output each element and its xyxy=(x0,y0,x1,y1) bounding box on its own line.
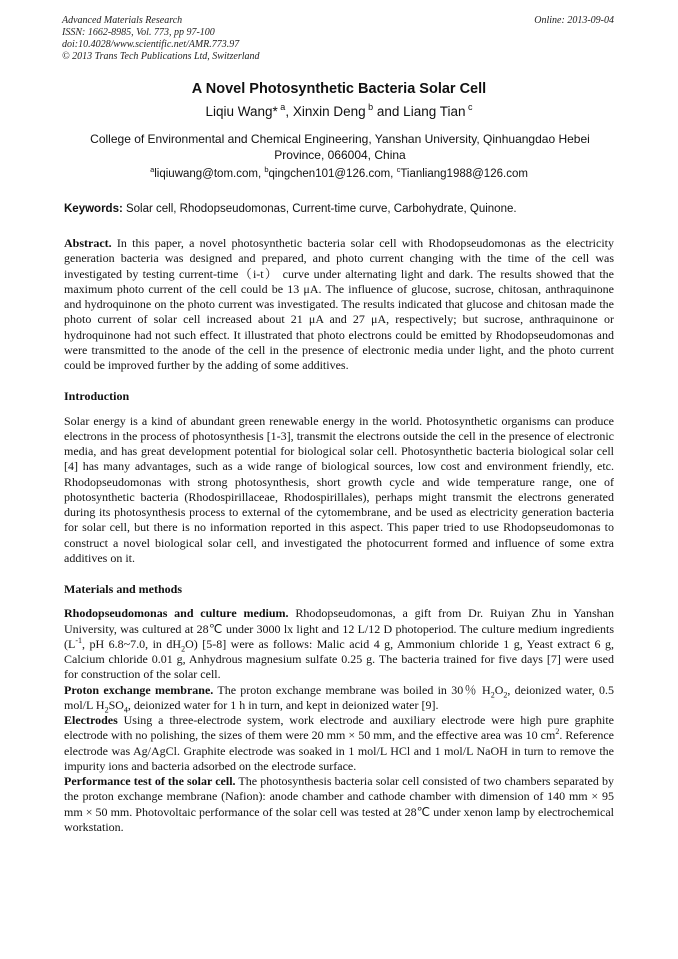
journal-name: Advanced Materials Research xyxy=(62,15,183,26)
author-1-sup: a xyxy=(280,102,286,112)
abstract-label: Abstract. xyxy=(64,236,112,250)
culture-sub: 2 xyxy=(181,644,186,654)
keywords-label: Keywords: xyxy=(64,203,123,215)
email-b-sup: b xyxy=(264,165,269,174)
electrodes-sup: 2 xyxy=(555,727,560,737)
abstract xyxy=(64,236,614,373)
author-2: , Xinxin Deng xyxy=(285,104,366,119)
culture-lead: Rhodopseudomonas and culture medium. xyxy=(64,606,289,621)
email-b: qingchen101@126.com, xyxy=(268,168,397,180)
author-3-sup: c xyxy=(468,102,473,112)
membrane-text-c: , deionized water, 0.5 mol/L H xyxy=(64,682,614,712)
membrane-sub-3: 2 xyxy=(104,705,109,715)
keywords-text: Solar cell, Rhodopseudomonas, Current-time curve, Carbohydrate, Quinone. xyxy=(122,203,517,215)
introduction-heading: Introduction xyxy=(64,389,130,404)
membrane-lead: Proton exchange membrane. xyxy=(64,682,214,697)
membrane-text-b: O xyxy=(494,682,504,697)
copyright-line: © 2013 Trans Tech Publications Ltd, Switzerland xyxy=(62,51,260,62)
author-2-sup: b xyxy=(368,102,374,112)
membrane-sub-1: 2 xyxy=(490,689,495,699)
abstract-text: In this paper, a novel photosynthetic bacteria solar cell with Rhodopseudomonas as the electricity generation bacteria was designed and prepared, and photo current changing with the time of the cell was investigated by testing current-time（i-t） curve under alternating light and dark. The results showed that the maximum photo current of the cell could be 13 μA. The influence of glucose, sucrose, chitosan, anthraquinone and hydroquinone on the photo current was investigated. The results indicated that glucose and chitosan made the photo current of solar cell increased about 21 μA and 27 μA, respectively; but sucrose, anthraquinone or hydroquinone had not such effect. It illustrated that photo electrons could be emitted by Rhodopseudomonas and were transmitted to the anode of the cell in the presence of electronic media under light, and the photo current could be improved further by the adding of some additives. xyxy=(64,236,614,372)
culture-text-b: , pH 6.8~7.0, in dH xyxy=(82,636,182,651)
author-list xyxy=(0,104,678,119)
electrodes-text-b: . Reference electrode was Ag/AgCl. Graphite electrode was soaked in 1 mol/L HCl and 1 mol/L NaOH in turn to remove the impurity ions and bacteria adsorbed on the electrode surface. xyxy=(64,728,614,773)
email-a-sup: a xyxy=(150,165,155,174)
membrane-text-d: SO xyxy=(108,697,124,712)
culture-sup: -1 xyxy=(75,635,82,645)
keywords xyxy=(64,203,624,215)
methods-paragraph-electrodes xyxy=(64,713,614,774)
email-c-sup: c xyxy=(396,165,401,174)
email-list xyxy=(0,165,678,180)
paper-body xyxy=(64,236,614,835)
online-date: Online: 2013-09-04 xyxy=(534,15,614,26)
author-1: Liqiu Wang* xyxy=(205,104,278,119)
performance-text: The photosynthesis bacteria solar cell consisted of two chambers separated by the proton exchange membrane (Nafion): anode chamber and cathode chamber with dimension of 140 mm × 95 mm × 50 mm. Photovoltaic performance of the solar cell was tested at 28℃ under xenon lamp by electrochemical workstation. xyxy=(64,774,614,834)
electrodes-text-a: Using a three-electrode system, work electrode and auxiliary electrode were high pure graphite electrode with no polishing, the sizes of them were 20 mm × 50 mm, and the effective area was 10 cm xyxy=(64,713,614,743)
author-3: and Liang Tian xyxy=(376,104,466,119)
membrane-sub-2: 2 xyxy=(503,689,508,699)
membrane-sub-4: 4 xyxy=(123,705,128,715)
methods-paragraph-membrane xyxy=(64,683,614,714)
email-c: Tianliang1988@126.com xyxy=(400,168,528,180)
issn-line: ISSN: 1662-8985, Vol. 773, pp 97-100 xyxy=(62,27,215,38)
methods-paragraph-culture xyxy=(64,606,614,682)
paper-title: A Novel Photosynthetic Bacteria Solar Cell xyxy=(191,81,487,97)
culture-text-c: O) [5-8] were as follows: Malic acid 4 g, Ammonium chloride 1 g, Yeast extract 6 g, Calcium chloride 0.01 g, Anhydrous magnesium sulfate 0.25 g. The bacteria trained for five days [7] were used for construction of the solar cell. xyxy=(64,636,614,682)
affiliation: College of Environmental and Chemical Engineering, Yanshan University, Qinhuangdao Hebei Province, 066004, China xyxy=(90,132,590,162)
email-a: liqiuwang@tom.com, xyxy=(154,168,265,180)
methods-heading: Materials and methods xyxy=(64,582,182,596)
membrane-text-a: The proton exchange membrane was boiled in 30％ H xyxy=(213,682,491,697)
culture-text-a: Rhodopseudomonas, a gift from Dr. Ruiyan Zhu in Yanshan University, was cultured at 28℃ under 3000 lx light and 12 L/12 D photoperiod. The culture medium ingredients (L xyxy=(64,606,614,651)
introduction-text: Solar energy is a kind of abundant green renewable energy in the world. Photosynthetic organisms can produce electrons in the process of photosynthesis [1-3], transmit the electrons outside the cell in the presence of electronic media, and has great development potential for biological solar cell. Photosynthetic bacteria biological solar cell [4] has many advantages, such as a wide range of biological sources, low cost and environment friendly, etc. Rhodopseudomonas with strong photosynthesis, short growth cycle and wide temperature range, one of photosynthetic bacteria (Rhodospirillaceae, Rhodospirillales), perhaps might transmit the electrons generated during its photosynthesis process to external of the cytomembrane, and be used as electricity generation bacteria for solar cell, but there is no information reported in this aspect. This paper tried to use Rhodopseudomonas to construct a novel biological solar cell, and investigated the photocurrent formed and influence of some extra additives on it. xyxy=(64,413,614,565)
doi-line: doi:10.4028/www.scientific.net/AMR.773.97 xyxy=(62,39,240,50)
performance-lead: Performance test of the solar cell. xyxy=(64,774,236,788)
introduction-section xyxy=(64,389,614,404)
methods-paragraph-performance xyxy=(64,774,614,835)
journal-header xyxy=(62,15,260,63)
electrodes-lead: Electrodes xyxy=(64,713,118,727)
methods-section xyxy=(64,582,614,597)
membrane-text-e: , deionized water for 1 h in turn, and kept in deionized water [9]. xyxy=(127,697,439,712)
